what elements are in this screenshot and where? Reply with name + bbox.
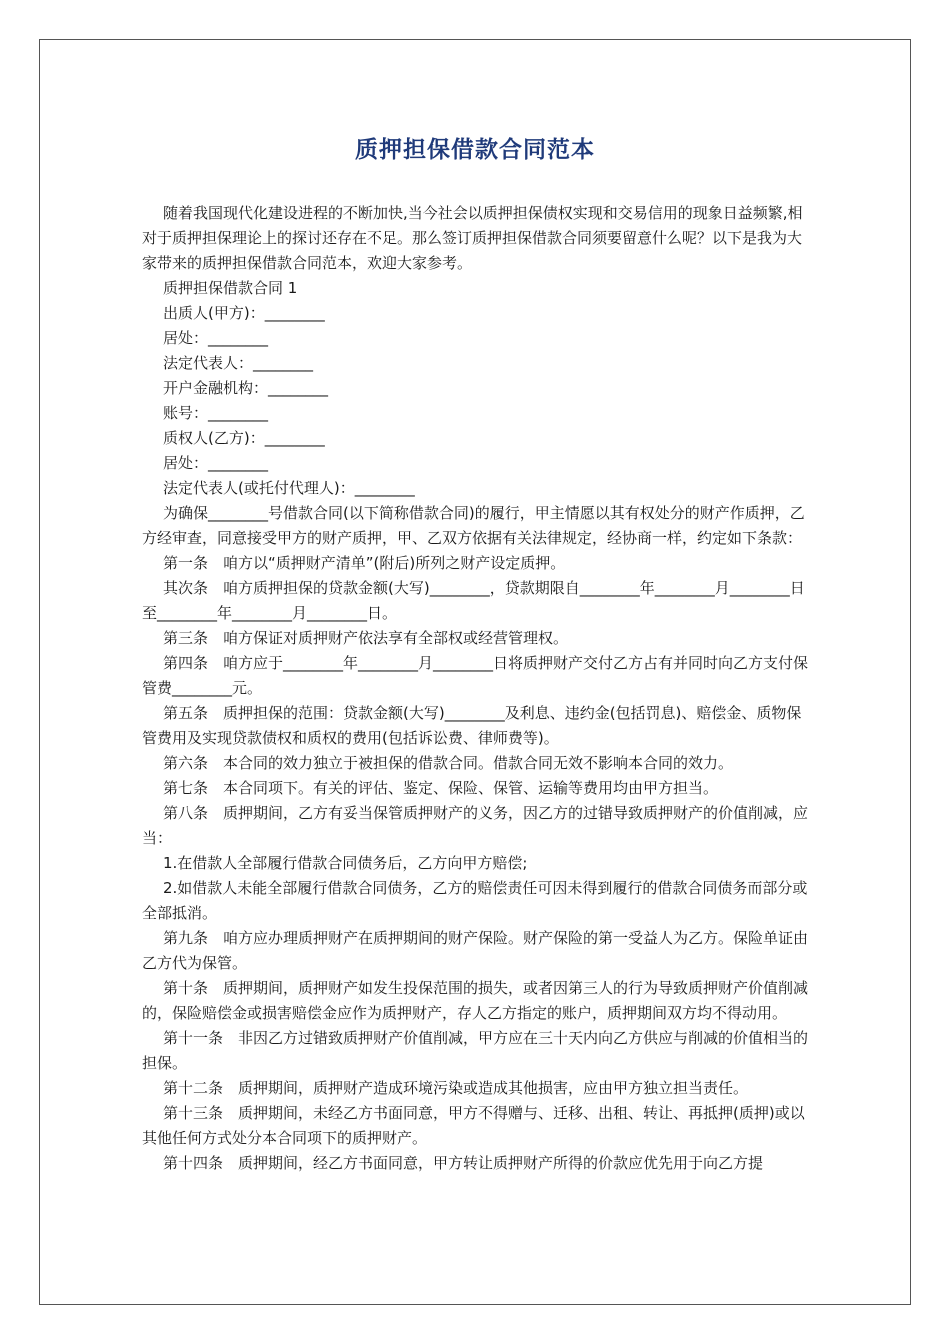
article-8-item-2: 2.如借款人未能全部履行借款合同债务，乙方的赔偿责任可因未得到履行的借款合同债务而部分或全部抵消。 xyxy=(142,879,808,922)
pledgee-address-field: 居处：________ xyxy=(163,454,269,472)
article-14: 第十四条 质押期间，经乙方书面同意，甲方转让质押财产所得的价款应优先用于向乙方提 xyxy=(163,1154,764,1172)
article-13: 第十三条 质押期间，未经乙方书面同意，甲方不得赠与、迁移、出租、转让、再抵押(质押)或以其他任何方式处分本合同项下的质押财产。 xyxy=(142,1104,805,1147)
contract-heading: 质押担保借款合同 1 xyxy=(163,279,298,297)
account-field: 账号：________ xyxy=(163,404,269,422)
article-4: 第四条 咱方应于________年________月________日将质押财产交付乙方占有并同时向乙方支付保管费________元。 xyxy=(142,654,809,697)
article-6: 第六条 本合同的效力独立于被担保的借款合同。借款合同无效不影响本合同的效力。 xyxy=(163,754,734,772)
bank-field: 开户金融机构：________ xyxy=(163,379,329,397)
article-5: 第五条 质押担保的范围：贷款金额(大写)________及利息、违约金(包括罚息)、赔偿金、质物保管费用及实现贷款债权和质权的费用(包括诉讼费、律师费等)。 xyxy=(142,704,802,747)
article-1: 第一条 咱方以“质押财产清单”(附后)所列之财产设定质押。 xyxy=(163,554,566,572)
article-7: 第七条 本合同项下。有关的评估、鉴定、保险、保管、运输等费用均由甲方担当。 xyxy=(163,779,719,797)
article-12: 第十二条 质押期间，质押财产造成环境污染或造成其他损害，应由甲方独立担当责任。 xyxy=(163,1079,749,1097)
article-10: 第十条 质押期间，质押财产如发生投保范围的损失，或者因第三人的行为导致质押财产价值削减的，保险赔偿金或损害赔偿金应作为质押财产，存人乙方指定的账户，质押期间双方均不得动用。 xyxy=(142,979,809,1022)
article-2: 其次条 咱方质押担保的贷款金额(大写)________，贷款期限自________年________月________日至________年________月________日。 xyxy=(142,579,805,622)
pledgor-field: 出质人(甲方)：________ xyxy=(163,304,325,322)
pledgor-representative-field: 法定代表人：________ xyxy=(163,354,314,372)
pledgee-field: 质权人(乙方)：________ xyxy=(163,429,325,447)
article-8-item-1: 1.在借款人全部履行借款合同债务后，乙方向甲方赔偿; xyxy=(163,854,528,872)
pledgee-representative-field: 法定代表人(或托付代理人)：________ xyxy=(163,479,415,497)
preamble-paragraph: 为确保________号借款合同(以下简称借款合同)的履行，甲主情愿以其有权处分的财产作质押，乙方经审查，同意接受甲方的财产质押，甲、乙双方依据有关法律规定，经协商一样，约定如下条款： xyxy=(142,504,805,547)
article-11: 第十一条 非因乙方过错致质押财产价值削减，甲方应在三十天内向乙方供应与削减的价值相当的担保。 xyxy=(142,1029,809,1072)
article-8: 第八条 质押期间，乙方有妥当保管质押财产的义务，因乙方的过错导致质押财产的价值削减，应当： xyxy=(142,804,809,847)
document-body xyxy=(142,201,810,1176)
intro-paragraph: 随着我国现代化建设进程的不断加快,当今社会以质押担保债权实现和交易信用的现象日益频繁,相对于质押担保理论上的探讨还存在不足。那么签订质押担保借款合同须要留意什么呢？以下是我为大家带来的质押担保借款合同范本，欢迎大家参考。 xyxy=(142,204,803,272)
article-3: 第三条 咱方保证对质押财产依法享有全部权或经营管理权。 xyxy=(163,629,569,647)
pledgor-address-field: 居处：________ xyxy=(163,329,269,347)
document-title: 质押担保借款合同范本 xyxy=(355,137,595,163)
article-9: 第九条 咱方应办理质押财产在质押期间的财产保险。财产保险的第一受益人为乙方。保险单证由乙方代为保管。 xyxy=(142,929,809,972)
